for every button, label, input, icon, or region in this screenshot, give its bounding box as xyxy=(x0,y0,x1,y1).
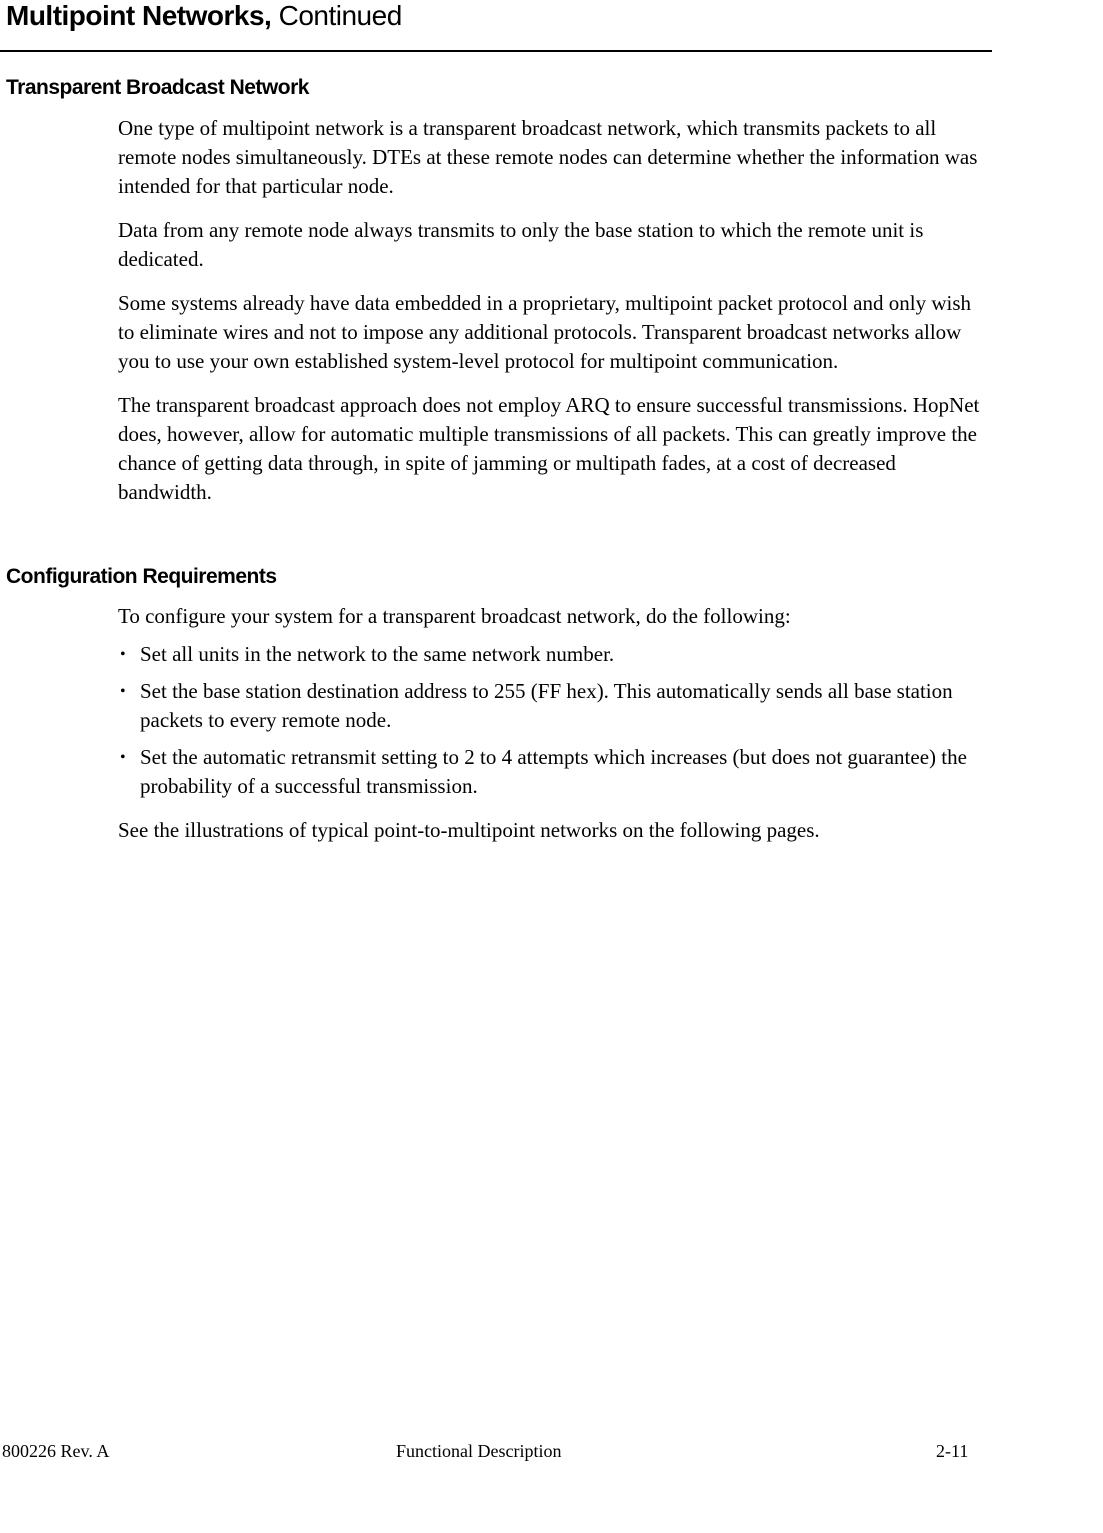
closing-paragraph: See the illustrations of typical point-to-multipoint networks on the following pages. xyxy=(118,818,820,842)
page-title-main: Multipoint Networks, xyxy=(6,0,272,31)
header-divider xyxy=(0,50,992,52)
intro-paragraph: To configure your system for a transparent broadcast network, do the following: xyxy=(118,604,791,628)
list-item xyxy=(118,743,988,801)
section-heading-configuration-requirements: Configuration Requirements xyxy=(6,565,277,588)
paragraph: Some systems already have data embedded in a proprietary, multipoint packet protocol and only wish to eliminate wires and not to impose any additional protocols. Transparent broadcast networks allow you to use your own established system-level protocol for multipoint communication. xyxy=(118,291,971,373)
footer-section-name: Functional Description xyxy=(396,1441,562,1461)
paragraph: One type of multipoint network is a transparent broadcast network, which transmits packets to all remote nodes simultaneously. DTEs at these remote nodes can determine whether the information was intended for that particular node. xyxy=(118,116,978,198)
section-heading-transparent-broadcast: Transparent Broadcast Network xyxy=(6,76,309,99)
bullet-icon: • xyxy=(120,683,126,700)
bullet-icon: • xyxy=(120,646,126,663)
section-body-configuration-requirements xyxy=(118,602,988,845)
page-title-continued: Continued xyxy=(271,0,402,31)
paragraph: The transparent broadcast approach does not employ ARQ to ensure successful transmissions. HopNet does, however, allow for automatic multiple transmissions of all packets. This can greatly improve the chance of getting data through, in spite of jamming or multipath fades, at a cost of decreased bandwidth. xyxy=(118,393,980,504)
section-body-transparent-broadcast xyxy=(118,114,988,507)
bullet-icon: • xyxy=(120,749,126,766)
list-item-text: Set the base station destination address to 255 (FF hex). This automatically sends all base station packets to every remote node. xyxy=(140,679,953,732)
requirements-list xyxy=(118,640,988,801)
page-title xyxy=(6,0,402,32)
list-item xyxy=(118,677,988,735)
list-item-text: Set all units in the network to the same network number. xyxy=(140,642,615,666)
footer-page-number: 2-11 xyxy=(936,1441,969,1461)
footer-doc-number: 800226 Rev. A xyxy=(2,1441,110,1461)
paragraph: Data from any remote node always transmits to only the base station to which the remote unit is dedicated. xyxy=(118,218,924,271)
list-item-text: Set the automatic retransmit setting to 2 to 4 attempts which increases (but does not guarantee) the probability of a successful transmission. xyxy=(140,745,967,798)
list-item xyxy=(118,640,988,669)
